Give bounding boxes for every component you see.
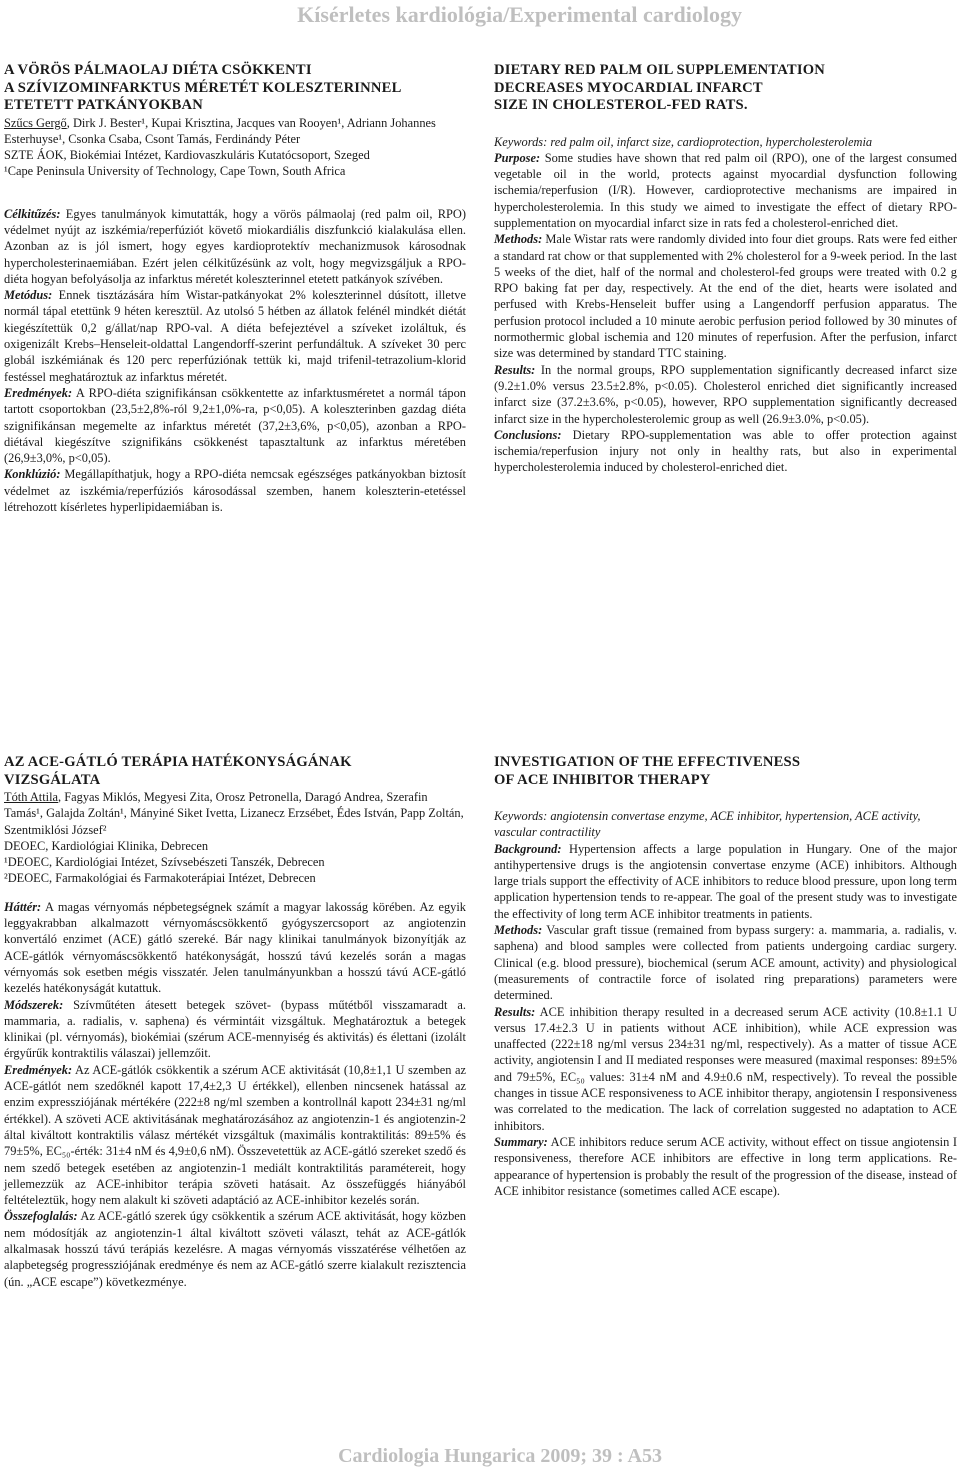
section-methods — [494, 231, 957, 361]
section-label: Összefoglalás: — [4, 1209, 78, 1224]
section-label: Results: — [494, 362, 536, 377]
section-methods — [494, 922, 957, 1003]
title-line: SIZE IN CHOLESTEROL-FED RATS. — [494, 97, 748, 113]
section-label: Konklúzió: — [4, 467, 61, 482]
section-methods — [4, 287, 466, 385]
section-text: Megállapíthatjuk, hogy a RPO-diéta nemcsak egészséges patkányokban biztosít védelmet az iszkémia/reperfúziós károsodással szemben, hanem koleszterin-etetéssel létrehozott kísérletes hyperlipidaemiában is. — [4, 467, 466, 515]
keywords: Keywords: red palm oil, infarct size, cardioprotection, hypercholesterolemia — [494, 134, 873, 149]
section-label: Eredmények: — [4, 1062, 73, 1077]
section-text: Male Wistar rats were randomly divided into four diet groups. Rats were fed either a standard rat chow or that supplemented with 2% cholesterol for a 9-week period. In the last 5 weeks of the diet, half of the normal and cholesterol-fed groups were treated with 0.2 g RPO baking fat per day, respectively. At the end of the diet, hearts were isolated and perfused with Krebs-Henseleit buffer using a Langendorff perfusion apparatus. The perfusion protocol included a 10 minute aerobic perfusion period followed by 30 minutes of normothermic global ischemia and 120 minutes of reperfusion. After the perfusion, infarct size was determined by standard TTC staining. — [494, 232, 957, 361]
authors-rest: , Dirk J. Bester¹, Kupai Krisztina, Jacques van Rooyen¹, Adriann Johannes Esterhuyse¹, Csonka Csaba, Csont Tamás, Ferdinándy Péter — [4, 115, 436, 146]
title-line: A SZÍVIZOMINFARKTUS MÉRETÉT KOLESZTERINNEL — [4, 79, 402, 96]
section-text: A magas vérnyomás népbetegségnek számít a magyar lakosság körében. Az egyik leggyakrabban alkalmazott vérnyomáscsökkentő gyógyszercsoport az angiotenzin konvertáló enzimet (ACE) gátló szereké. Bár nagy klinikai tanulmányok bizonyítják az ACE-gátlók vérnyomáscsökkentő hatékonyságát, hosszú távú kezelés során a magas vérnyomás sok esetben mégis visszatér. Jelen tanulmányunkban a hosszú távú ACE-gátló kezelés hatékonyságát kutattuk. — [4, 899, 466, 996]
section-aim — [4, 206, 466, 287]
section-methods — [4, 997, 466, 1062]
affiliation: ¹DEOEC, Kardiológiai Intézet, Szívsebészeti Tanszék, Debrecen — [4, 855, 325, 870]
section-text: In the normal groups, RPO supplementation significantly decreased infarct size (9.2±1.0% versus 23.5±2.8%, p<0.05). Cholesterol enriched diet significantly increased infarct size (37.2±3.6%, p<0.05), however, RPO supplementation significantly decreased infarct size in the hypercholesterolemic group as well (26.9±3.0%, p<0.05). — [494, 362, 957, 426]
keywords: Keywords: angiotensin convertase enzyme, ACE inhibitor, hypertension, ACE activity, vascular contractility — [494, 809, 921, 840]
abstract-title — [4, 754, 466, 789]
section-text: Vascular graft tissue (remained from bypass surgery: a. mammaria, a. radialis, v. saphena) and blood samples were collected from patients undergoing cardiac surgery. Clinical (e.g. blood pressure), biochemical (serum ACE amount, activity) and physiological (measurements of contractile force of isolated ring preparations) parameters were determined. — [494, 923, 957, 1003]
section-label: Background: — [494, 841, 562, 856]
section-results — [4, 1062, 466, 1209]
abstract-title — [4, 62, 466, 115]
section-text: A RPO-diéta szignifikánsan csökkentette az infarktusméretet a normál tápon tartott csoportokban (23,5±2,8%-ról 9,2±1,0%-ra, p<0,05). A koleszterinben gazdag diéta szignifikánsan megemelte az infarktus méretét (37,2±3,6%, p<0,05), azonban a RPO-diétával kiegészítve szignifikáns csökkenést tapasztaltunk az infarktus méretében (26,9±3,0%, p<0,05). — [4, 385, 466, 466]
abstract-1-en — [494, 62, 957, 476]
section-summary — [494, 1134, 957, 1199]
abstract-1-hu — [4, 62, 466, 515]
authors-rest: , Fagyas Miklós, Megyesi Zita, Orosz Petronella, Daragó Andrea, Szerafin Tamás¹, Galajda Zoltán¹, Mányiné Siket Ivetta, Lizanecz Erzsébet, Édes István, Papp Zoltán, Szentmiklósi József² — [4, 790, 464, 837]
section-text: Dietary RPO-supplementation was able to offer protection against ischemia/reperfusion injury not only in healthy rats, but also in experimental hypercholesterolemia induced by cholesterol-enriched diet. — [494, 427, 957, 475]
section-label: Célkitűzés: — [4, 206, 61, 221]
section-text: Az ACE-gátló szerek úgy csökkentik a szérum ACE aktivitását, hogy közben nem módosítják az angiotenzin-1 által kiváltott szöveti választ, tehát az ACE-gátlók alkalmasak hosszú távú terápiás kezelésre. A magas vérnyomás visszatérése vélhetően az alapbetegség progressziójának eredménye és nem az ACE-gátló szerre kialakult rezisztencia (ún. „ACE escape”) következménye. — [4, 1209, 466, 1289]
section-results — [4, 385, 466, 466]
section-text: ACE inhibitors reduce serum ACE activity, without effect on tissue angiotensin I responsiveness, therefore ACE inhibitors are effective in long term applications. Re-appearance of hypertension is probably the result of the progression of the disease, instead of ACE inhibitor resistance (sometimes called ACE escape). — [494, 1134, 957, 1198]
page-footer: Cardiologia Hungarica 2009; 39 : A53 — [338, 1445, 662, 1467]
abstract-title — [494, 754, 957, 789]
abstract-2-hu — [4, 754, 466, 1290]
section-conclusion — [4, 466, 466, 515]
abstract-title — [494, 62, 957, 115]
section-results — [494, 1004, 957, 1134]
section-purpose — [494, 150, 957, 231]
section-text: Ennek tisztázására hím Wistar-patkányokat 2% koleszterinnel dúsított, illetve normál tápal etettünk 9 héten keresztül. Az utolsó 5 hétben az állatok felénél mindkét diétát kiegészítettük 0,2 g/állat/nap RPO-val. A diéta befejeztével a szíveket izoláltuk, és oxigenizált Krebs–Henseleit-oldattal Langendorff-szerint perfundáltuk. A szíveket 30 perc globál iszkémiának és 120 perc reperfúziónak tettük ki, majd trifenil-tetrazolium-klorid festéssel meghatároztuk az infarktus méretét. — [4, 288, 466, 384]
section-label: Módszerek: — [4, 997, 64, 1012]
title-line: DECREASES MYOCARDIAL INFARCT — [494, 79, 763, 96]
affiliations — [4, 838, 466, 887]
presenting-author: Szűcs Gergő — [4, 115, 67, 130]
section-label: Conclusions: — [494, 427, 562, 442]
section-text: Hypertension affects a large population in Hungary. One of the major antihypertensive drugs is the angiotensin convertase enzyme (ACE) inhibitors. Although large trials support the effectivity of ACE inhibitors to reduce blood pressure, upon long term application hypertension tends to re-appear. The goal of the present study was to investigate the effectivity of long term ACE inhibitor treatments in patients. — [494, 841, 957, 921]
section-summary — [4, 1208, 466, 1289]
section-results — [494, 362, 957, 427]
title-line: DIETARY RED PALM OIL SUPPLEMENTATION — [494, 62, 826, 78]
title-line: OF ACE INHIBITOR THERAPY — [494, 771, 711, 788]
section-background — [494, 841, 957, 922]
author-list — [4, 789, 466, 838]
affiliations — [4, 147, 466, 180]
affiliation: SZTE ÁOK, Biokémiai Intézet, Kardiovaszkuláris Kutatócsoport, Szeged — [4, 148, 370, 163]
section-text: Szívműtéten átesett betegek szövet- (bypass műtétből visszamaradt a. mammaria, a. radialis, v. saphena) és vérmintáit vizsgáltuk. Meghatároztuk a betegek klinikai (pl. vérnyomás), biokémiai (szérum ACE-mennyiség és aktivitás) és élettani (izolált érgyűrűk kontraktilis válaszai) jellemzőit. — [4, 997, 466, 1061]
section-label: Methods: — [494, 923, 543, 938]
affiliation: ²DEOEC, Farmakológiai és Farmakoterápiai Intézet, Debrecen — [4, 871, 316, 886]
running-head: Kísérletes kardiológia/Experimental cardiology — [297, 2, 742, 27]
presenting-author: Tóth Attila — [4, 790, 59, 804]
affiliation: DEOEC, Kardiológiai Klinika, Debrecen — [4, 838, 209, 853]
author-list — [4, 115, 466, 148]
section-label: Summary: — [494, 1134, 548, 1149]
section-label: Metódus: — [4, 288, 53, 303]
section-conclusions — [494, 427, 957, 476]
abstract-2-en — [494, 754, 957, 1199]
title-line: VIZSGÁLATA — [4, 771, 101, 788]
section-text: ACE inhibition therapy resulted in a decreased serum ACE activity (10.8±1.1 U versus 17.4±2.3 U in patients without ACE inhibition), while ACE expression was unaffected (222±18 ng/ml versus 234±31 ng/ml, respectively). As a matter of tissue ACE activity, angiotensin I and II mediated responses were measured (maximal responses: 89±5% and 79±5%, EC₅₀ values: 31±4 nM and 4.9±0.6 nM, respectively). To reveal the possible changes in tissue ACE responsiveness to ACE inhibitor therapy, angiotensin I responsiveness was correlated to the medication. The lack of correlation suggested no adaptation to ACE inhibitors. — [494, 1004, 957, 1133]
title-line: AZ ACE-GÁTLÓ TERÁPIA HATÉKONYSÁGÁNAK — [4, 754, 352, 770]
section-label: Methods: — [494, 232, 543, 247]
title-line: A VÖRÖS PÁLMAOLAJ DIÉTA CSÖKKENTI — [4, 62, 312, 78]
section-label: Háttér: — [4, 899, 42, 914]
section-background — [4, 899, 466, 997]
section-label: Results: — [494, 1004, 536, 1019]
section-label: Purpose: — [494, 150, 541, 165]
title-line: ETETETT PATKÁNYOKBAN — [4, 97, 204, 113]
section-text: Az ACE-gátlók csökkentik a szérum ACE aktivitását (10,8±1,1 U szemben az ACE-gátlót nem szedőknél kapott 17,4±2,3 U értékkel), ellenben nincsenek hatással az enzim expressziójának mértékére (222±8 ng/ml szemben a kontrollnál kapott 234±31 ng/ml értékkel). A szöveti ACE aktivitásának meghatározásához az angiotenzin-1 és angiotenzin-2 által kiváltott kontraktilis válasz mértékét vizsgáltuk (maximális kontraktilitás: 89±5% és 79±5%, EC₅₀-érték: 31±4 nM és 4,9±0,6 nM). Összevetettük az ACE-gátló szereket szedő és nem szedő betegek esetében az angiotenzin-1 mediált kontraktilitás paramétereit, hogy jellemezzük az ACE-inhibitor terápia szöveti hatásait. Az összefüggés hiányából feltételeztük, hogy nem alakult ki szöveti adaptáció az ACE-inhibitor kezelés során. — [4, 1062, 466, 1208]
section-text: Egyes tanulmányok kimutatták, hogy a vörös pálmaolaj (red palm oil, RPO) védelmet nyújt az iszkémia/reperfúziót követő miokardiális diszfunkció kialakulása ellen. Azonban az is jól ismert, hogy egyes kardioprotektív mechanizmusok károsodnak hypercholesterinaemiában. Ezért jelen célkitűzésünk az volt, hogy megvizsgáljuk a RPO-diéta hogyan befolyásolja az infarktus méretét koleszterinnel etetett patkányok szívében. — [4, 206, 466, 286]
section-text: Some studies have shown that red palm oil (RPO), one of the largest consumed vegetable oil in the world, protects against myocardial dysfunction following ischemia/reperfusion (I/R). However, cardioprotective mechanisms are impaired in hypercholesterolemia. In this study we aimed to investigate the effect of dietary RPO-supplementation on myocardial infarct size in rats fed a cholesterol-enriched diet. — [494, 150, 957, 230]
section-label: Eredmények: — [4, 385, 73, 400]
affiliation: ¹Cape Peninsula University of Technology, Cape Town, South Africa — [4, 164, 346, 179]
title-line: INVESTIGATION OF THE EFFECTIVENESS — [494, 754, 801, 770]
